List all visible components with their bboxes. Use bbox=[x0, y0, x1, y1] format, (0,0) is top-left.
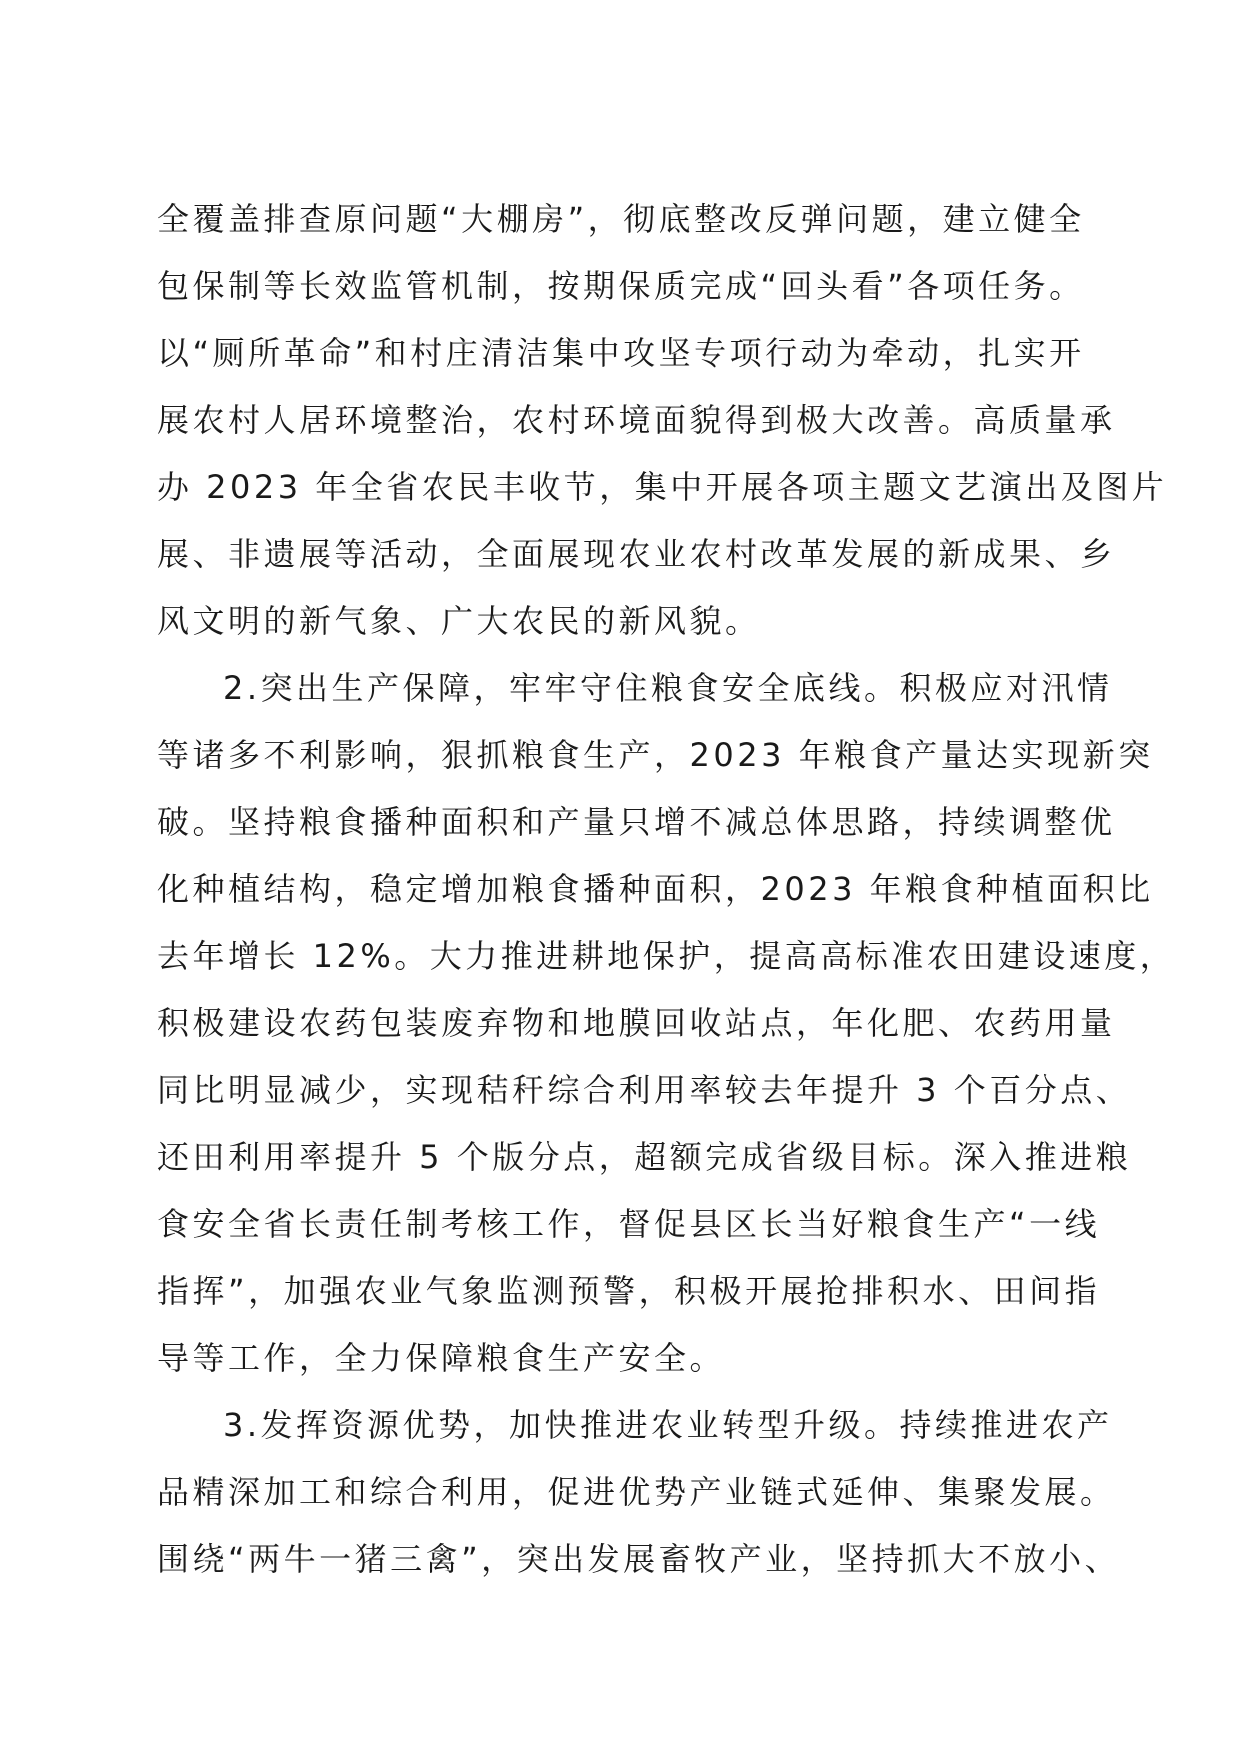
text-line: 化种植结构，稳定增加粮食播种面积，2023 年粮食种植面积比 bbox=[157, 870, 1154, 908]
text-line: 去年增长 12%。大力推进耕地保护，提高高标准农田建设速度， bbox=[157, 937, 1176, 975]
text-line: 指挥”，加强农业气象监测预警，积极开展抢排积水、田间指 bbox=[157, 1272, 1101, 1310]
text-line: 风文明的新气象、广大农民的新风貌。 bbox=[157, 602, 761, 640]
text-line: 2.突出生产保障，牢牢守住粮食安全底线。积极应对汛情 bbox=[223, 669, 1113, 707]
text-line: 还田利用率提升 5 个版分点，超额完成省级目标。深入推进粮 bbox=[157, 1138, 1132, 1176]
text-line: 3.发挥资源优势，加快推进农业转型升级。持续推进农产 bbox=[223, 1406, 1113, 1444]
text-line: 以“厕所革命”和村庄清洁集中攻坚专项行动为牵动，扎实开 bbox=[157, 334, 1085, 372]
paragraph-2 bbox=[157, 655, 1176, 1392]
document-body bbox=[157, 186, 1176, 1593]
text-line: 同比明显减少，实现秸秆综合利用率较去年提升 3 个百分点、 bbox=[157, 1071, 1132, 1109]
text-line: 办 2023 年全省农民丰收节，集中开展各项主题文艺演出及图片 bbox=[157, 468, 1168, 506]
text-line: 展、非遗展等活动，全面展现农业农村改革发展的新成果、乡 bbox=[157, 535, 1116, 573]
text-line: 品精深加工和综合利用，促进优势产业链式延伸、集聚发展。 bbox=[157, 1473, 1116, 1511]
text-line: 展农村人居环境整治，农村环境面貌得到极大改善。高质量承 bbox=[157, 401, 1116, 439]
text-line: 包保制等长效监管机制，按期保质完成“回头看”各项任务。 bbox=[157, 267, 1085, 305]
text-line: 食安全省长责任制考核工作，督促县区长当好粮食生产“一线 bbox=[157, 1205, 1101, 1243]
text-line: 破。坚持粮食播种面积和产量只增不减总体思路，持续调整优 bbox=[157, 803, 1116, 841]
text-line: 等诸多不利影响，狠抓粮食生产，2023 年粮食产量达实现新突 bbox=[157, 736, 1154, 774]
paragraph-1 bbox=[157, 186, 1168, 655]
text-line: 围绕“两牛一猪三禽”，突出发展畜牧产业，坚持抓大不放小、 bbox=[157, 1540, 1121, 1578]
text-line: 导等工作，全力保障粮食生产安全。 bbox=[157, 1339, 726, 1377]
text-line: 全覆盖排查原问题“大棚房”，彻底整改反弹问题，建立健全 bbox=[157, 200, 1085, 238]
paragraph-3 bbox=[157, 1392, 1121, 1593]
text-line: 积极建设农药包装废弃物和地膜回收站点，年化肥、农药用量 bbox=[157, 1004, 1116, 1042]
